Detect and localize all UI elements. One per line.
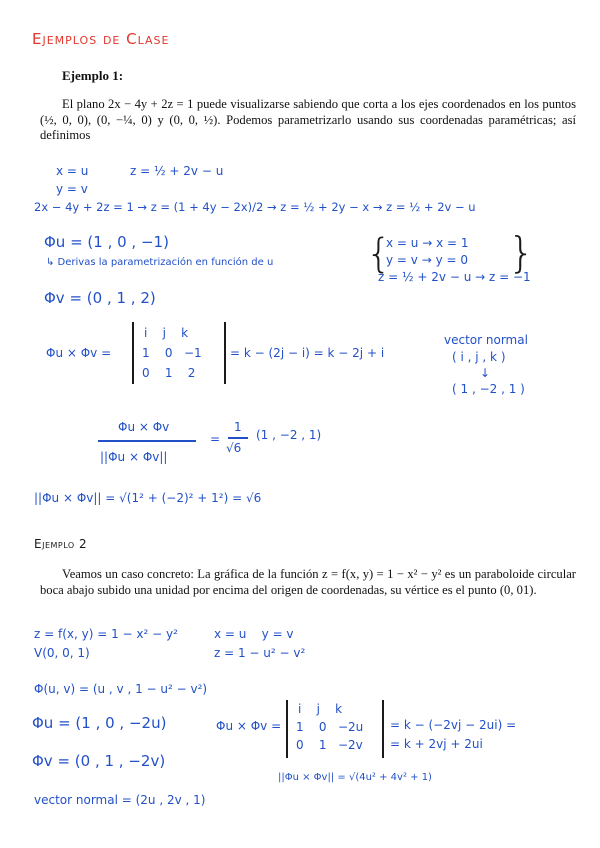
e1-vector-normal-value: ( 1 , −2 , 1 ) xyxy=(452,382,525,396)
e1-unit-coef-bar xyxy=(228,437,248,439)
e1-x-eq: x = u xyxy=(56,164,89,178)
e1-vector-normal-arrow: ↓ xyxy=(480,366,491,380)
e1-y-eq: y = v xyxy=(56,182,88,196)
e2-xu-yv: x = u y = v xyxy=(214,627,294,641)
e1-unit-coef-num: 1 xyxy=(234,420,242,434)
page-title: Ejemplos de Clase xyxy=(32,30,170,48)
e1-z-eq: z = ½ + 2v − u xyxy=(130,164,224,178)
e1-phi-u: Φu = (1 , 0 , −1) xyxy=(44,233,169,251)
ejemplo1-heading: Ejemplo 1: xyxy=(62,68,124,83)
e1-brace-right: } xyxy=(508,228,535,277)
e2-cross-result-1: = k − (−2vj − 2ui) = xyxy=(390,718,517,732)
e1-derivation: 2x − 4y + 2z = 1 → z = (1 + 4y − 2x)/2 → z = ½ + 2y − x → z = ½ + 2v − u xyxy=(34,200,476,214)
e1-cross-label: Φu × Φv = xyxy=(46,346,112,360)
e1-det-row1: i j k xyxy=(144,326,189,340)
e1-cross-result: = k − (2j − i) = k − 2j + i xyxy=(230,346,385,360)
ejemplo2-paragraph: Veamos un caso concreto: La gráfica de la función z = f(x, y) = 1 − x² − y² es un paraboloide circular boca abajo subido una unidad por encima del origen de coordenadas, su vértice es el punto (0, 01). xyxy=(40,567,576,597)
ejemplo1-paragraph: El plano 2x − 4y + 2z = 1 puede visualizarse sabiendo que corta a los ejes coordenados en los puntos (½, 0, 0), (0, −¼, 0) y (0, 0, ½). Podemos parametrizarlo usando sus coordenadas paramétricas; así definimos xyxy=(40,97,576,142)
e2-z-func: z = f(x, y) = 1 − x² − y² xyxy=(34,627,178,641)
e2-det-row1: i j k xyxy=(298,702,343,716)
e1-det-row2: 1 0 −1 xyxy=(142,346,202,360)
e2-det-right-bar xyxy=(382,700,384,758)
e2-norm: ||Φu × Φv|| = √(4u² + 4v² + 1) xyxy=(278,772,432,783)
e2-phi-uv: Φ(u, v) = (u , v , 1 − u² − v²) xyxy=(34,682,208,696)
e1-unit-num: Φu × Φv xyxy=(118,420,170,434)
e1-vector-normal-label: vector normal xyxy=(444,333,528,347)
e1-brace-line2: y = v → y = 0 xyxy=(386,253,468,267)
e1-brace-left: { xyxy=(366,231,392,277)
e1-phi-v: Φv = (0 , 1 , 2) xyxy=(44,289,156,307)
e2-vertex: V(0, 0, 1) xyxy=(34,646,90,660)
e1-norm-line: ||Φu × Φv|| = √(1² + (−2)² + 1²) = √6 xyxy=(34,491,262,505)
e2-phi-u: Φu = (1 , 0 , −2u) xyxy=(32,714,167,732)
e2-vector-normal: vector normal = (2u , 2v , 1) xyxy=(34,793,206,807)
e1-unit-den: ||Φu × Φv|| xyxy=(100,450,168,464)
e1-det-row3: 0 1 2 xyxy=(142,366,196,380)
e1-brace-line3: z = ½ + 2v − u → z = −1 xyxy=(378,270,531,284)
e1-unit-coef-den: √6 xyxy=(226,441,242,455)
e2-det-left-bar xyxy=(286,700,288,758)
e1-det-left-bar xyxy=(132,322,134,384)
e1-vector-normal-ijk: ( i , j , k ) xyxy=(452,350,506,364)
e2-phi-v: Φv = (0 , 1 , −2v) xyxy=(32,752,166,770)
e1-det-right-bar xyxy=(224,322,226,384)
e1-unit-vec: (1 , −2 , 1) xyxy=(256,428,322,442)
ejemplo2-heading: Ejemplo 2 xyxy=(34,537,88,551)
e1-unit-eq: = xyxy=(210,432,221,446)
e2-cross-result-2: = k + 2vj + 2ui xyxy=(390,737,483,751)
e2-cross-label: Φu × Φv = xyxy=(216,719,282,733)
e1-unit-fraction-bar xyxy=(98,440,196,442)
e1-derivas-note: ↳ Derivas la parametrización en función de u xyxy=(46,257,274,268)
e1-brace-line1: x = u → x = 1 xyxy=(386,236,469,250)
e2-det-row3: 0 1 −2v xyxy=(296,738,363,752)
e2-det-row2: 1 0 −2u xyxy=(296,720,364,734)
e2-z-uv: z = 1 − u² − v² xyxy=(214,646,306,660)
